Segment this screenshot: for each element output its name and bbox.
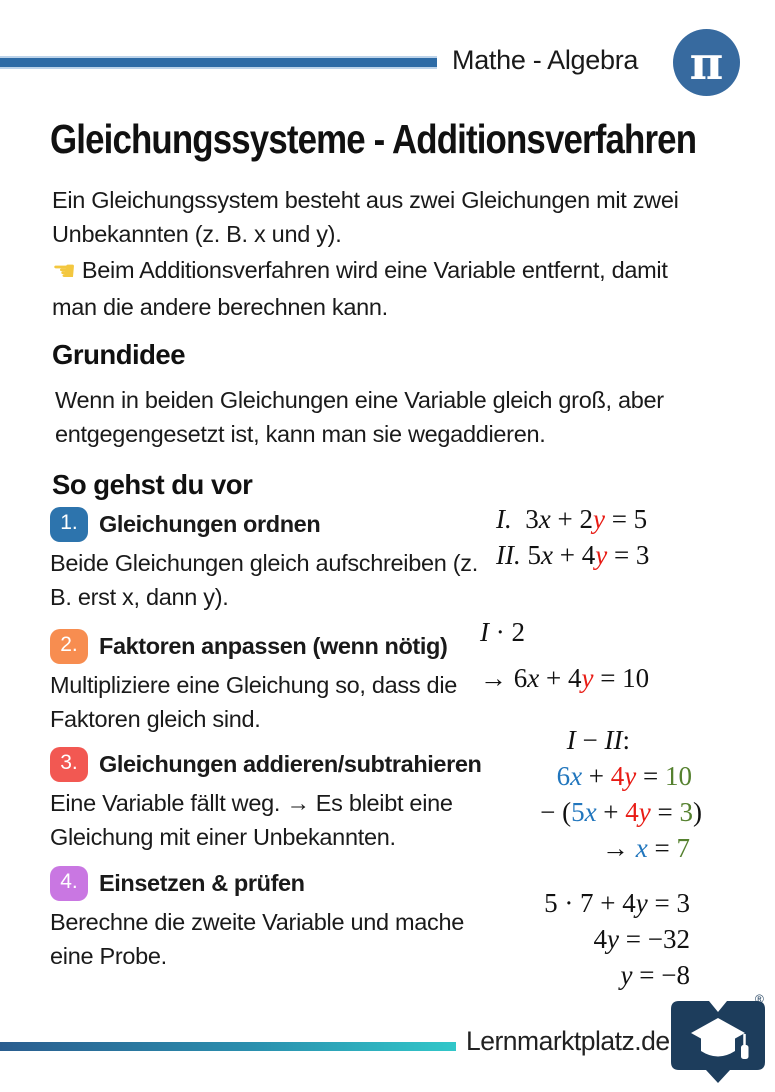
equation-block-multiply [480, 615, 649, 697]
grundidee-text [55, 384, 765, 452]
step-item-2 [50, 629, 515, 737]
equation-segment: 5 · 7 + 4 [544, 888, 636, 918]
step-title: Gleichungen addieren/subtrahieren [99, 751, 482, 777]
equation-segment: II [604, 725, 623, 755]
equation-segment: 7 [676, 832, 690, 863]
equation-segment: y [620, 959, 633, 990]
equation-segment: 4 [625, 796, 639, 827]
equation-segment: y [638, 796, 651, 827]
equation-segment: I. [496, 504, 512, 534]
equation-segment: x [540, 539, 553, 570]
intro-line: Unbekannten (z. B. x und y). [52, 220, 342, 247]
equation-segment: = [647, 832, 677, 863]
equation-segment: · 2 [489, 617, 525, 647]
equation-segment: → [602, 832, 636, 863]
equation-segment: y [581, 662, 594, 693]
step-title: Einsetzen & prüfen [99, 870, 305, 896]
step-item-4 [50, 866, 515, 974]
equation-segment: = 10 [593, 662, 650, 693]
equation-line [458, 958, 690, 994]
equation-segment: 6 [556, 760, 571, 791]
equation-block-solve [458, 886, 690, 994]
equation-segment: = 3 [647, 888, 690, 918]
pi-icon: π [689, 35, 724, 90]
equation-segment: : [622, 725, 630, 755]
step-body-line: eine Probe. [50, 942, 167, 969]
equation-segment: + [596, 796, 626, 827]
equation-line [458, 886, 690, 922]
equation-segment: I [566, 725, 576, 755]
equation-line [480, 615, 649, 651]
equation-segment: 10 [665, 760, 692, 791]
equation-segment: x [584, 796, 597, 827]
equation-block-system [496, 502, 649, 574]
equation-segment: x [570, 760, 583, 791]
intro-line [52, 252, 762, 291]
step-title: Faktoren anpassen (wenn nötig) [99, 633, 448, 659]
header-rule [0, 56, 437, 69]
step-body [50, 906, 515, 974]
pointing-hand-icon: ☚ [52, 255, 76, 286]
book-graduation-icon [668, 998, 768, 1088]
equation-segment: I [480, 617, 489, 647]
equation-line [480, 661, 649, 697]
step-header [50, 507, 515, 542]
grundidee-line: Wenn in beiden Gleichungen eine Variable gleich groß, aber [55, 387, 664, 413]
footer-rule [0, 1042, 456, 1051]
equation-block-subtract [440, 723, 702, 867]
page-title: Gleichungssysteme - Additionsverfahren [50, 116, 697, 162]
equation-line [440, 759, 702, 795]
equation-segment: x [538, 504, 551, 534]
equation-segment: = [650, 796, 680, 827]
equation-segment: + 4 [552, 539, 596, 570]
equation-segment: II. [496, 539, 521, 570]
equation-line [496, 502, 649, 538]
step-badge-4: 4. [50, 866, 88, 901]
step-badge-3: 3. [50, 747, 88, 782]
equation-segment: 5 [571, 796, 585, 827]
step-body-line: B. erst x, dann y). [50, 583, 229, 610]
equation-segment: 3 [679, 796, 693, 827]
equation-segment: x [527, 662, 540, 693]
section-heading-steps: So gehst du vor [52, 469, 253, 500]
equation-segment: ) [693, 796, 702, 827]
grundidee-line: entgegengesetzt ist, kann man sie wegaddieren. [55, 420, 546, 447]
equation-segment: → 6 [480, 662, 528, 693]
equation-segment: + 2 [550, 504, 593, 534]
equation-segment: y [635, 888, 648, 918]
equation-segment: y [592, 504, 605, 534]
intro-line: man die andere berechnen kann. [52, 293, 388, 320]
equation-segment: x [635, 832, 648, 863]
equation-line [458, 922, 690, 958]
equation-segment: 3 [511, 504, 539, 534]
equation-segment: y [607, 923, 620, 954]
step-title: Gleichungen ordnen [99, 511, 321, 537]
equation-segment: 5 [520, 539, 541, 570]
step-body-line: Gleichung mit einer Unbekannten. [50, 823, 396, 850]
equation-segment: − ( [540, 796, 572, 827]
step-body-line: Multipliziere eine Gleichung so, dass die [50, 672, 458, 698]
equation-line [440, 723, 702, 759]
section-heading-grundidee: Grundidee [52, 339, 186, 370]
registered-mark: ® [755, 992, 764, 1006]
step-body-line: Faktoren gleich sind. [50, 705, 261, 732]
equation-segment: = 5 [604, 504, 648, 534]
equation-segment: y [624, 760, 637, 791]
intro-paragraph [52, 184, 762, 324]
step-body-line: Eine Variable fällt weg. → Es bleibt eine [50, 790, 453, 816]
step-body-line: Beide Gleichungen gleich aufschreiben (z. [50, 550, 478, 576]
equation-segment: 4 [610, 760, 625, 791]
equation-segment: y [595, 539, 608, 570]
equation-line [440, 831, 702, 867]
intro-line: Ein Gleichungssystem besteht aus zwei Gleichungen mit zwei [52, 187, 679, 213]
step-header [50, 866, 515, 901]
pi-logo [673, 29, 740, 96]
step-item-1 [50, 507, 515, 615]
step-badge-2: 2. [50, 629, 88, 664]
equation-segment: = −8 [632, 959, 690, 990]
intro-line-text: Beim Additionsverfahren wird eine Variable entfernt, damit [81, 256, 668, 283]
equation-segment: + [582, 760, 611, 791]
equation-segment: = −32 [619, 923, 690, 954]
step-body-line: Berechne die zweite Variable und mache [50, 909, 465, 935]
equation-segment: = [636, 760, 665, 791]
equation-segment: + 4 [539, 662, 582, 693]
equation-segment: − [575, 725, 605, 755]
step-header [50, 629, 515, 664]
step-body [50, 547, 515, 615]
site-label: Lernmarktplatz.de [466, 1026, 670, 1056]
equation-segment: 4 [593, 923, 608, 954]
equation-line [440, 795, 702, 831]
step-badge-1: 1. [50, 507, 88, 542]
subject-label: Mathe - Algebra [452, 45, 639, 75]
equation-line [496, 538, 649, 574]
equation-segment: = 3 [607, 539, 650, 570]
